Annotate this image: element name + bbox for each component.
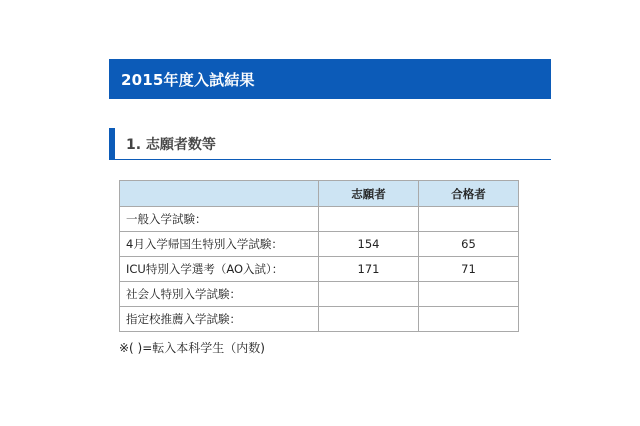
row-passed [419,307,519,332]
table-row [120,282,519,307]
table-row [120,257,519,282]
table-header-row [120,181,519,207]
row-label: 指定校推薦入学試験： [120,307,319,332]
page-title-bar [109,59,551,99]
row-applicants [319,207,419,232]
row-label: 社会人特別入学試験： [120,282,319,307]
row-passed: 71 [419,257,519,282]
row-passed [419,282,519,307]
row-passed: 65 [419,232,519,257]
footnote: ※( )=転入本科学生（内数) [119,341,265,355]
section-accent-bar [109,128,115,159]
row-label: ICU特別入学選考（AO入試）： [120,257,319,282]
table-row [120,307,519,332]
section-heading [109,128,551,160]
row-applicants: 154 [319,232,419,257]
row-label: 一般入学試験： [120,207,319,232]
row-applicants [319,307,419,332]
results-table [119,180,519,332]
row-label: 4月入学帰国生特別入学試験： [120,232,319,257]
table-header-cell [120,181,319,207]
table-header-applicants: 志願者 [319,181,419,207]
table-row [120,207,519,232]
section-heading-label: 1. 志願者数等 [126,137,216,153]
row-applicants: 171 [319,257,419,282]
table-row [120,232,519,257]
row-passed [419,207,519,232]
row-applicants [319,282,419,307]
table-header-passed: 合格者 [419,181,519,207]
page-title: 2015年度入試結果 [121,70,255,89]
